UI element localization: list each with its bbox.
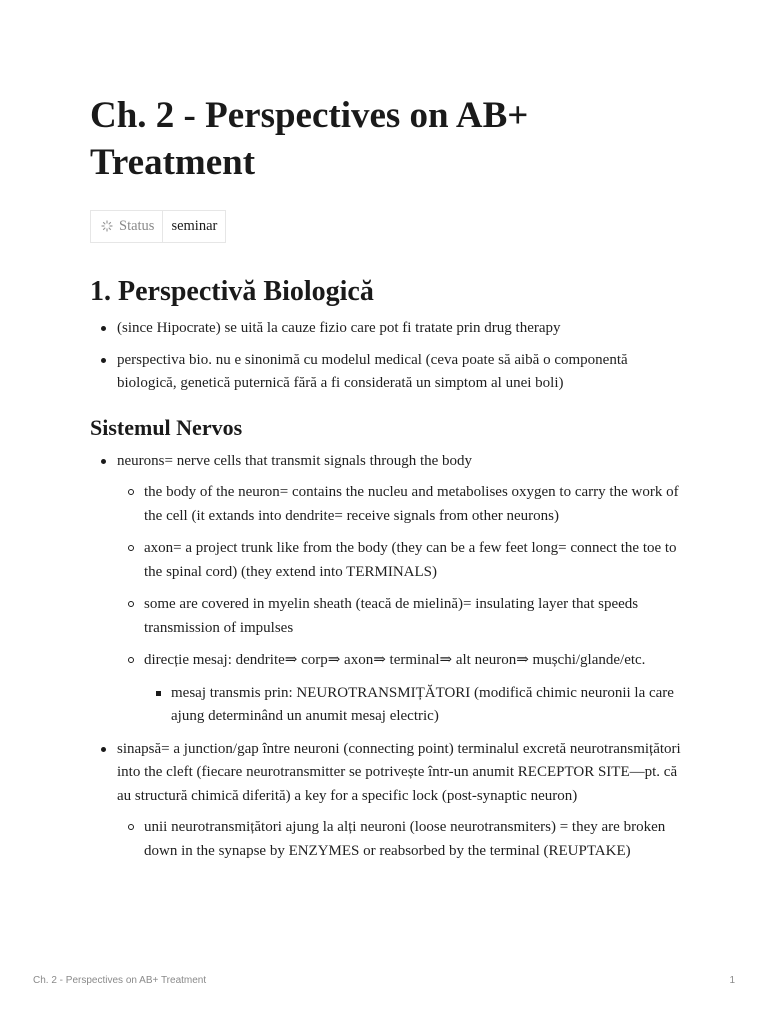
list-item-neurons [90,450,690,729]
nervous-system-bullet-list [90,450,690,864]
list-item: (since Hipocrate) se uită la cauze fizio care pot fi tratate prin drug therapy [90,317,690,341]
list-item-text: direcție mesaj: dendrite⇒ corp⇒ axon⇒ terminal⇒ alt neuron⇒ mușchi/glande/etc. [144,652,646,668]
section-heading-biological: 1. Perspectivă Biologică [90,276,374,307]
list-item-text: neurons= nerve cells that transmit signals through the body [117,452,473,469]
list-item: unii neurotransmițători ajung la alți neuroni (loose neurotransmiters) = they are broken down in the synapse by ENZYMES or reabsorbed by the terminal (REUPTAKE) [117,816,690,863]
synapse-sub-list [117,816,690,863]
status-label: Status [119,218,155,234]
page-footer [33,975,735,986]
status-property-name [91,211,163,242]
list-item-synapse [90,738,690,864]
spinner-icon [101,220,113,234]
list-item: perspectiva bio. nu e sinonimă cu modelul medical (ceva poate să aibă o componentă biologică, genetică puternică fără a fi considerată un simptom al unei boli) [90,349,690,396]
neurons-sub-list [117,481,690,729]
footer-title: Ch. 2 - Perspectives on AB+ Treatment [33,975,207,986]
list-item: mesaj transmis prin: NEUROTRANSMIȚĂTORI (modifică chimic neuronii la care ajung determinând un anumit mesaj electric) [144,682,690,729]
list-item: axon= a project trunk like from the body (they can be a few feet long= connect the toe to the spinal cord) (they extend into TERMINALS) [117,537,690,584]
direction-sub-list [144,682,690,729]
list-item-text: sinapsă= a junction/gap între neuroni (connecting point) terminalul excretă neurotransmițători into the cleft (fiecare neurotransmitter se potrivește într-un anumit RECEPTOR SITE—pt. că au structură chimică diferită) a key for a specific lock (post-synaptic neuron) [117,740,681,804]
section-heading-nervous-system: Sistemul Nervos [90,414,243,440]
list-item: the body of the neuron= contains the nucleu and metabolises oxygen to carry the work of the cell (it extands into dendrite= receive signals from other neurons) [117,481,690,528]
document-page [90,92,690,872]
page-number: 1 [729,975,735,986]
page-title: Ch. 2 - Perspectives on AB+ Treatment [90,95,529,183]
status-value: seminar [171,218,218,234]
biological-bullet-list [90,317,690,396]
list-item-direction [117,649,690,729]
list-item: some are covered in myelin sheath (teacă de mielină)= insulating layer that speeds transmission of impulses [117,593,690,640]
status-property [90,210,226,243]
